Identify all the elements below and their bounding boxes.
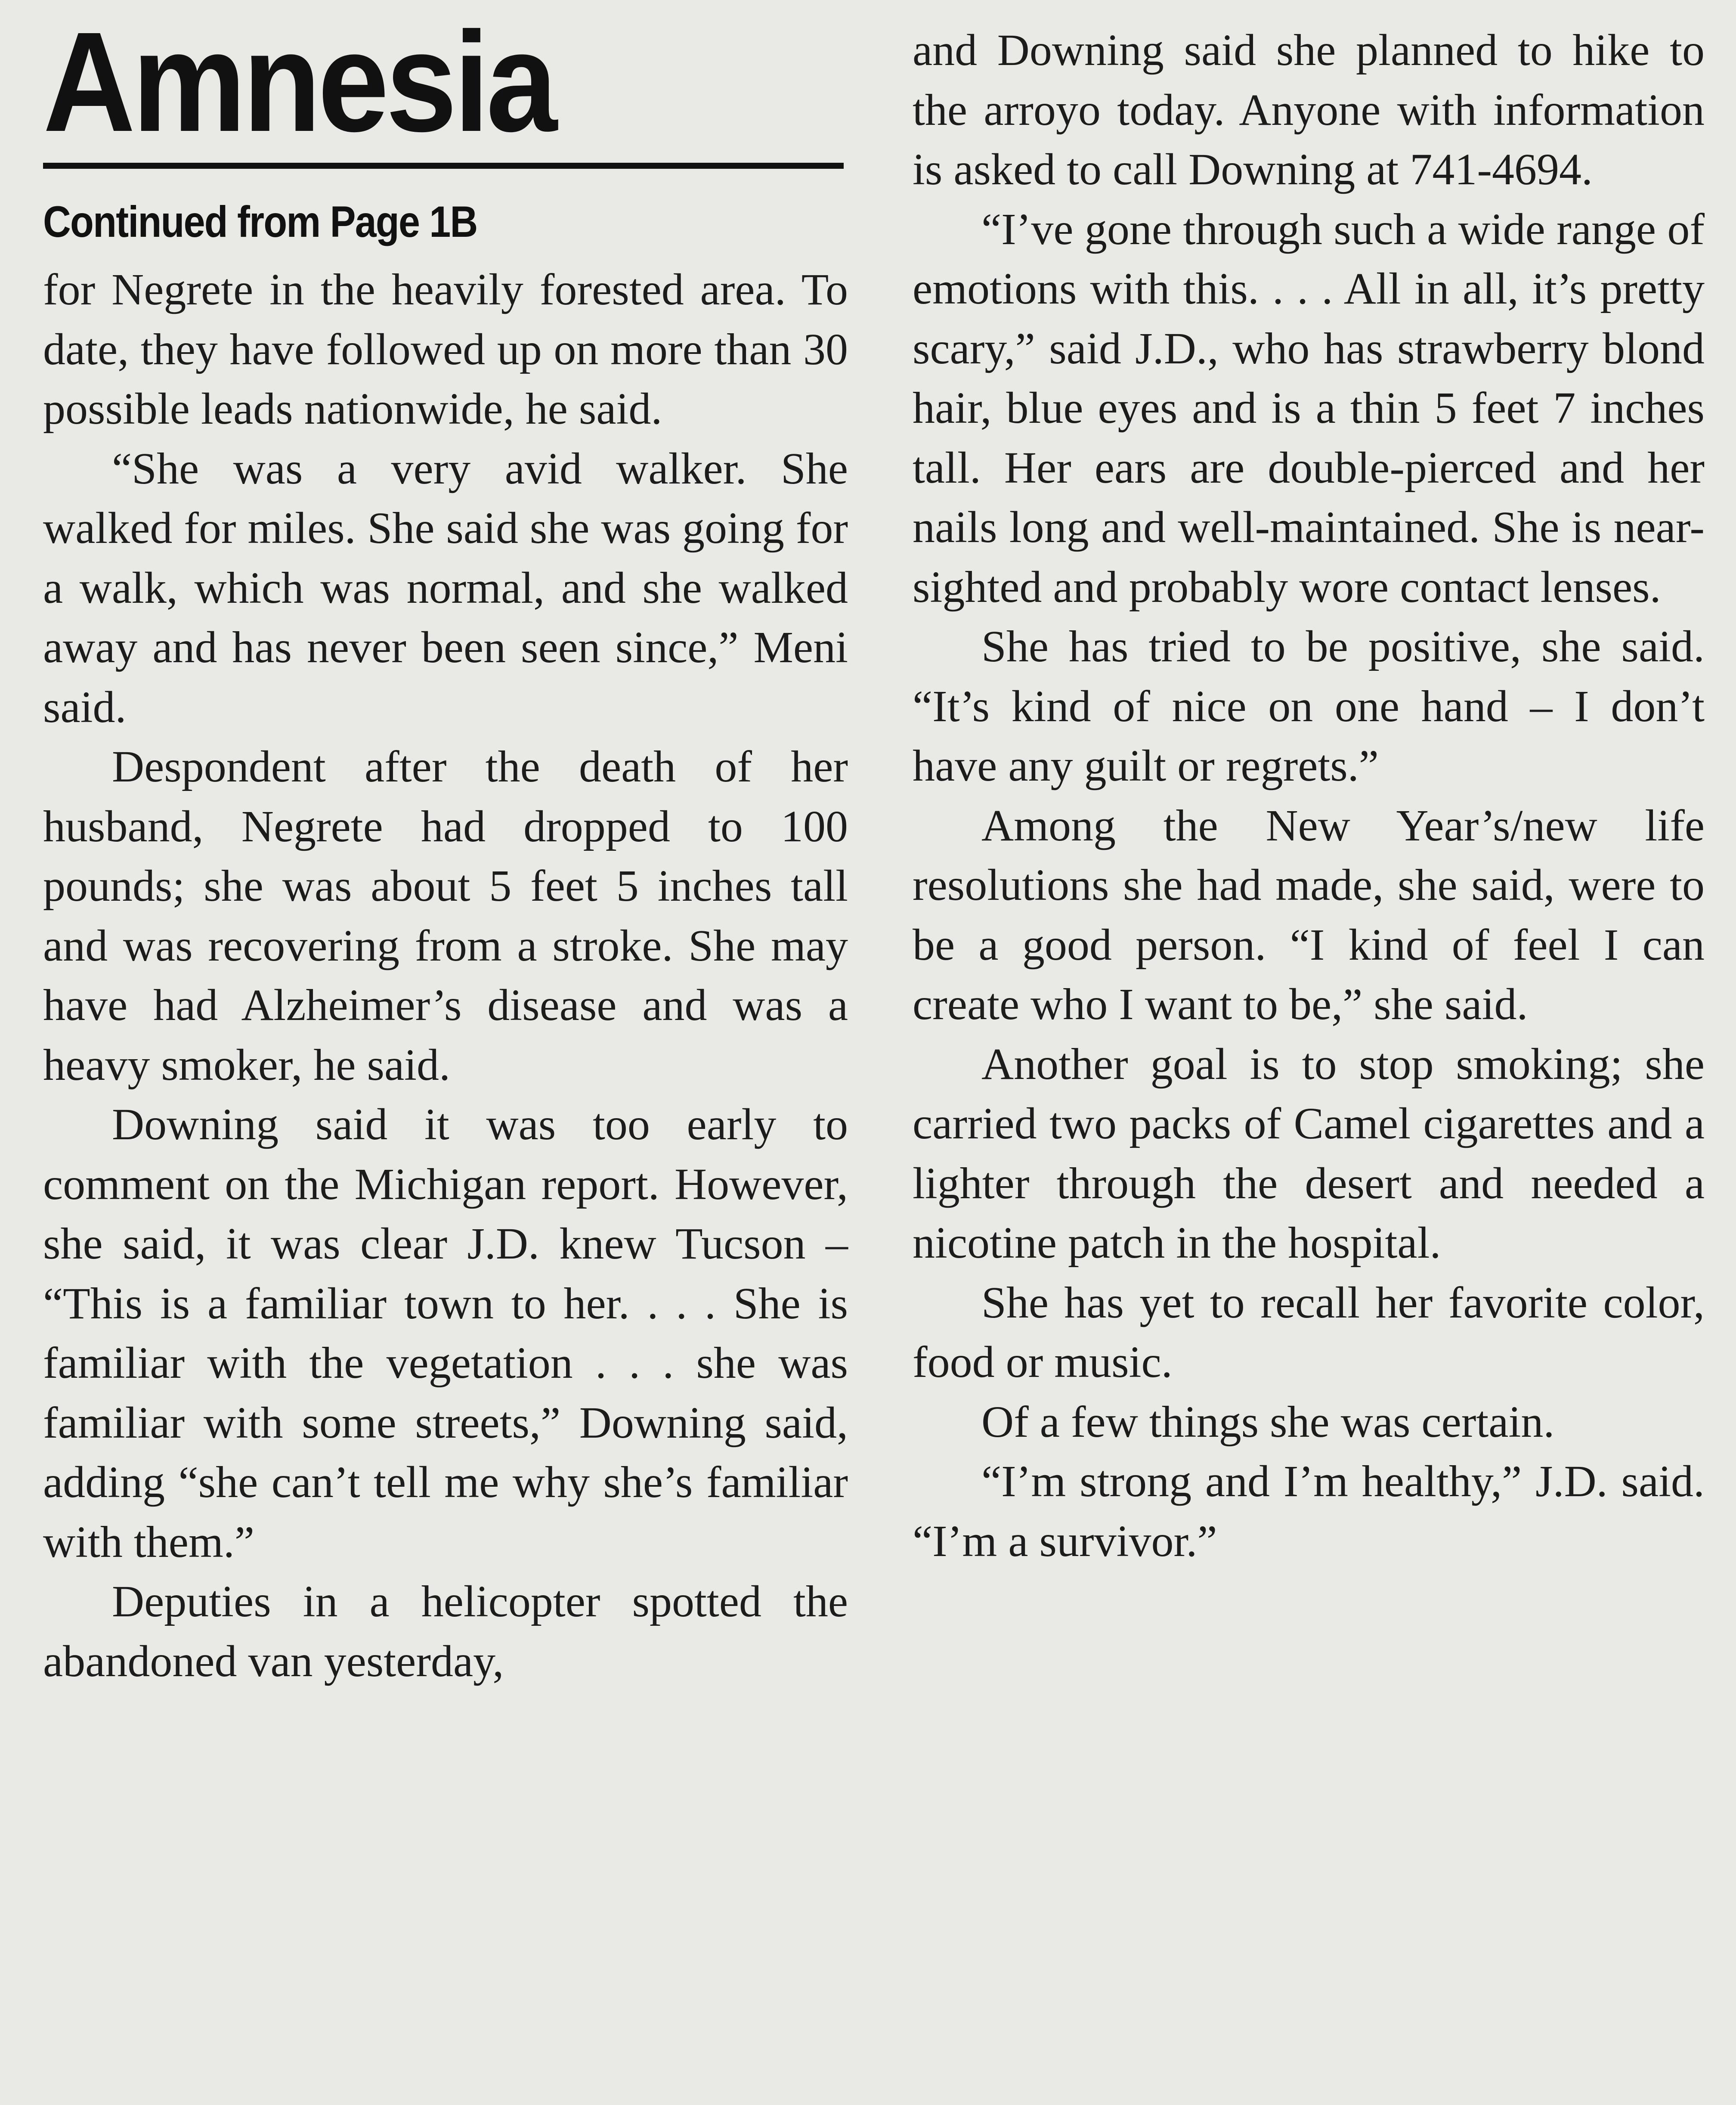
paragraph: “I’m strong and I’m healthy,” J.D. said. “I’m a survivor.” (913, 1457, 1705, 1566)
continued-from-line: Continued from Page 1B (43, 197, 477, 246)
paragraph: Deputies in a helicopter spotted the abandoned van yesterday, (43, 1577, 848, 1686)
headline-rule (43, 163, 844, 169)
right-column-body (913, 21, 1705, 1571)
paragraph: Another goal is to stop smoking; she carried two packs of Camel cigarettes and a lighter through the desert and needed a nicotine patch in the hospital. (913, 1039, 1705, 1268)
paragraph: She has yet to recall her favorite color, food or music. (913, 1277, 1705, 1387)
paragraph: “She was a very avid walker. She walked for miles. She said she was going for a walk, which was normal, and she walked away and has never been seen since,” Meni said. (43, 443, 848, 732)
right-column (913, 0, 1705, 2105)
paragraph: Among the New Year’s/new life resolutions she had made, she said, were to be a good person. “I kind of feel I can create who I want to be,” she said. (913, 800, 1705, 1029)
paragraph: She has tried to be positive, she said. “It’s kind of nice on one hand – I don’t have any guilt or regrets.” (913, 622, 1705, 791)
paragraph: Of a few things she was certain. (981, 1397, 1555, 1447)
paragraph: and Downing said she planned to hike to the arroyo today. Anyone with information is asked to call Downing at 741-4694. (913, 25, 1705, 194)
paragraph: Downing said it was too early to comment on the Michigan report. However, she said, it was clear J.D. knew Tucson – “This is a familiar town to her. . . . She is familiar with the vegetation . . . she was familiar with some streets,” Downing said, adding “she can’t tell me why she’s familiar with them.” (43, 1100, 848, 1567)
left-column-body (43, 260, 848, 1691)
left-column (43, 0, 848, 2105)
paragraph: for Negrete in the heavily forested area. To date, they have followed up on more than 30 possible leads nationwide, he said. (43, 265, 848, 434)
headline: Amnesia (43, 2, 554, 161)
paragraph: Despondent after the death of her husband, Negrete had dropped to 100 pounds; she was about 5 feet 5 inches tall and was recovering from a stroke. She may have had Alzheimer’s disease and was a heavy smoker, he said. (43, 742, 848, 1090)
paragraph: “I’ve gone through such a wide range of emotions with this. . . . All in all, it’s pretty scary,” said J.D., who has strawberry blond hair, blue eyes and is a thin 5 feet 7 inches tall. Her ears are double-pierced and her nails long and well-maintained. She is near-sighted and probably wore contact lenses. (913, 204, 1705, 612)
